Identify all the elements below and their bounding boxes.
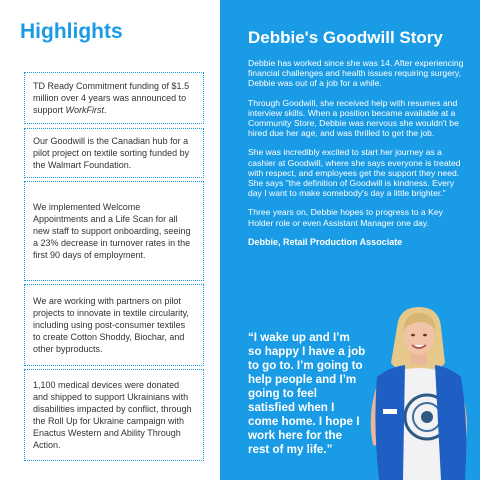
- highlight-text-4: We are working with partners on pilot projects to innovate in textile circularity, including using post-consumer textiles to create Cotton Shoddy, Biochar, and other byproducts.: [33, 296, 189, 354]
- highlight-text-2: Our Goodwill is the Canadian hub for a pilot project on textile sorting funded by the Walmart Foundation.: [33, 136, 190, 170]
- highlights-panel: [0, 0, 220, 480]
- pull-quote: “I wake up and I’m so happy I have a job to go to. I’m going to help people and I’m going to feel satisfied when I come home. I hope I work here for the rest of my life.”: [248, 331, 366, 456]
- highlight-box-1: [24, 72, 204, 124]
- story-paragraph-4: Three years on, Debbie hopes to progress to a Key Holder role or even Assistant Manager one day.: [248, 207, 443, 228]
- story-panel: [220, 0, 480, 480]
- highlight-text-5: 1,100 medical devices were donated and shipped to support Ukrainians with disabilities impacted by conflict, through the Roll Up for Ukraine campaign with Enactus Western and Ability Through Action.: [33, 380, 192, 450]
- story-paragraph-1: Debbie has worked since she was 14. After experiencing financial challenges and health issues requiring surgery, Debbie was out of a job for a while.: [248, 58, 464, 89]
- highlights-title: Highlights: [20, 20, 123, 43]
- story-paragraph-3: She was incredibly excited to start her journey as a cashier at Goodwill, where she says everyone is treated with respect, and employees get the support they need. She says "the definition of Goodwill is kindness. Every day I want to make somebody's day a little brighter.": [248, 147, 461, 199]
- highlight-box-5: [24, 369, 204, 461]
- story-paragraph-2: Through Goodwill, she received help with resumes and interview skills. When a position became available at a Community Store, Debbie was nervous she wouldn't be hired due her age, and was thrilled to get the job.: [248, 97, 459, 139]
- story-title: Debbie's Goodwill Story: [248, 28, 443, 47]
- story-signature: Debbie, Retail Production Associate: [248, 236, 403, 247]
- highlight-text-3: We implemented Welcome Appointments and a Life Scan for all new staff to support onboarding, seeing a 23% decrease in turnover rates in the first 90 days of employment.: [33, 202, 191, 260]
- highlight-box-3: [24, 181, 204, 281]
- highlight-text-1: TD Ready Commitment funding of $1.5 million over 4 years was announced to support WorkFirst.: [33, 81, 190, 115]
- highlight-box-2: [24, 128, 204, 178]
- name-badge: [383, 409, 397, 414]
- debbie-photo: [355, 305, 480, 480]
- story-body: [248, 58, 468, 256]
- highlight-box-4: [24, 284, 204, 366]
- blue-vest-left: [375, 365, 405, 480]
